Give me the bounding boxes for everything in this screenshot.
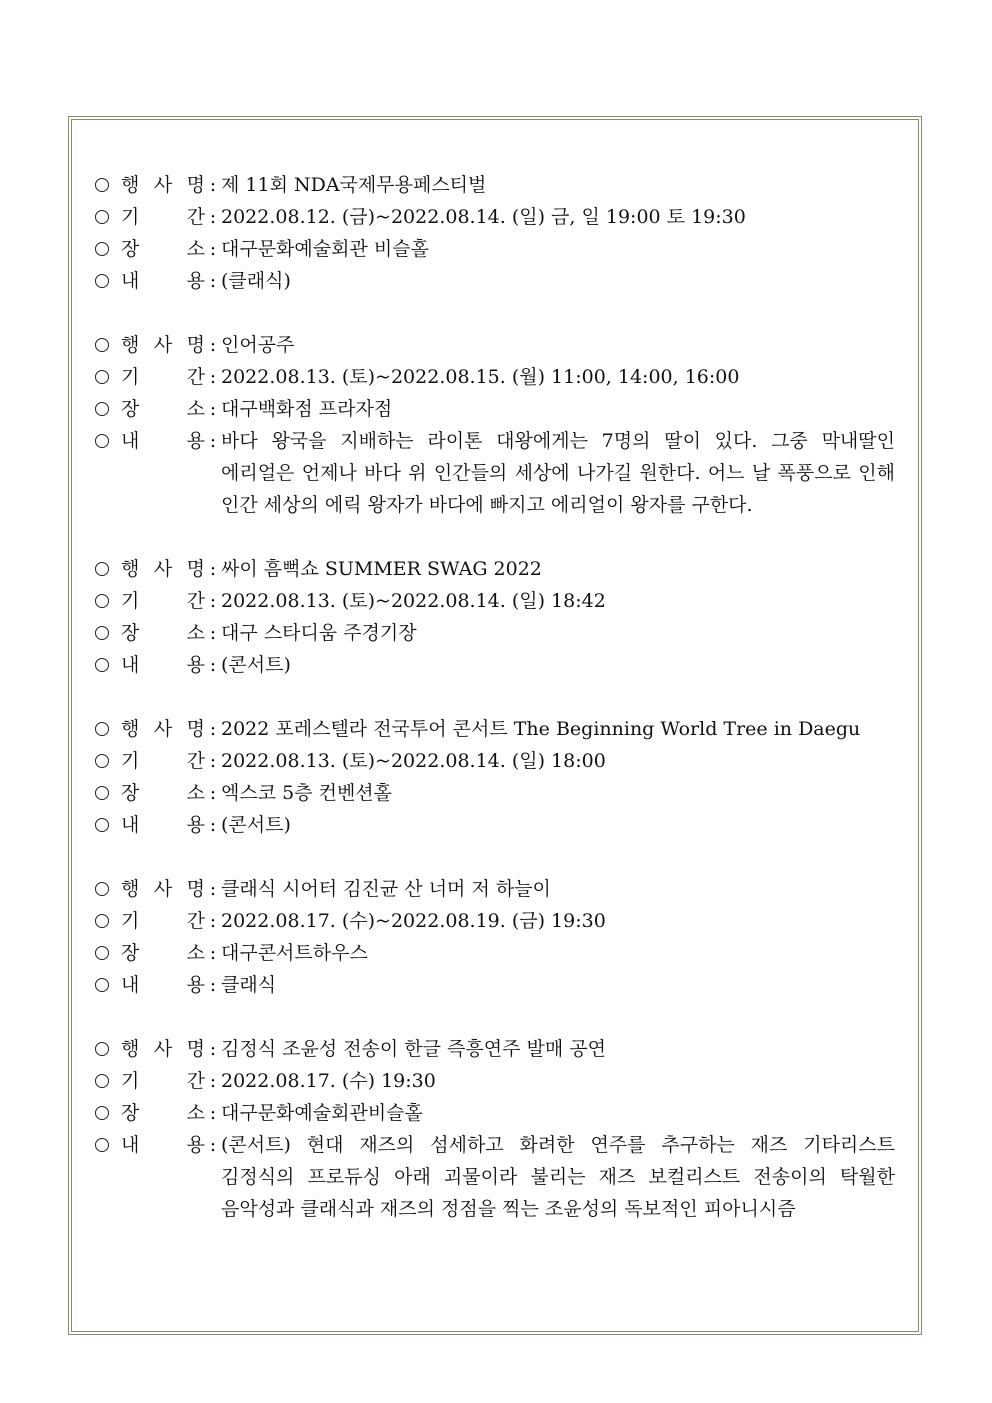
field-label: 내 용: [121, 1134, 205, 1156]
field-colon: :: [209, 238, 217, 260]
circle-bullet-icon: [95, 434, 109, 448]
circle-bullet-icon: [95, 594, 109, 608]
event-name: 인어공주: [221, 334, 295, 356]
circle-bullet-icon: [95, 626, 109, 640]
event-place-row: [95, 937, 895, 969]
field-colon: :: [209, 1070, 217, 1092]
circle-bullet-icon: [95, 1138, 109, 1152]
circle-bullet-icon: [95, 914, 109, 928]
field-label: 기 간: [121, 1070, 205, 1092]
page-frame: [68, 116, 922, 1335]
field-label: 기 간: [121, 910, 205, 932]
event-name: 클래식 시어터 김진균 산 너머 저 하늘이: [221, 878, 551, 900]
field-label: 행 사 명: [121, 1038, 205, 1060]
circle-bullet-icon: [95, 818, 109, 832]
field-colon: :: [209, 270, 217, 292]
field-label: 기 간: [121, 206, 205, 228]
event-content-row: [95, 425, 895, 521]
field-colon: :: [209, 334, 217, 356]
circle-bullet-icon: [95, 338, 109, 352]
field-label: 장 소: [121, 622, 205, 644]
event-content-row: [95, 265, 895, 297]
event-place-row: [95, 777, 895, 809]
field-colon: :: [209, 718, 217, 740]
field-label: 기 간: [121, 750, 205, 772]
event-period: 2022.08.13. (토)~2022.08.14. (일) 18:42: [221, 590, 606, 612]
field-colon: :: [209, 174, 217, 196]
circle-bullet-icon: [95, 242, 109, 256]
event-place-row: [95, 393, 895, 425]
event-name: 2022 포레스텔라 전국투어 콘서트 The Beginning World Tree in Daegu: [221, 718, 861, 740]
event-place-row: [95, 233, 895, 265]
field-colon: :: [209, 782, 217, 804]
event-entry: [95, 169, 895, 297]
circle-bullet-icon: [95, 882, 109, 896]
event-place-row: [95, 1097, 895, 1129]
event-name-row: [95, 713, 895, 745]
event-period-row: [95, 361, 895, 393]
circle-bullet-icon: [95, 210, 109, 224]
event-content-row: [95, 649, 895, 681]
event-place: 대구 스타디움 주경기장: [221, 622, 417, 644]
field-label: 장 소: [121, 1102, 205, 1124]
event-period-row: [95, 201, 895, 233]
event-place: 대구콘서트하우스: [221, 942, 368, 964]
event-name: 김정식 조윤성 전송이 한글 즉흥연주 발매 공연: [221, 1038, 606, 1060]
field-colon: :: [209, 814, 217, 836]
event-period-row: [95, 745, 895, 777]
field-label: 행 사 명: [121, 718, 205, 740]
field-label: 장 소: [121, 398, 205, 420]
circle-bullet-icon: [95, 562, 109, 576]
field-colon: :: [209, 558, 217, 580]
event-content: (클래식): [221, 270, 291, 292]
field-label: 내 용: [121, 974, 205, 996]
event-place: 엑스코 5층 컨벤션홀: [221, 782, 392, 804]
circle-bullet-icon: [95, 274, 109, 288]
field-colon: :: [209, 974, 217, 996]
field-colon: :: [209, 1102, 217, 1124]
field-label: 기 간: [121, 366, 205, 388]
field-label: 행 사 명: [121, 334, 205, 356]
field-colon: :: [209, 750, 217, 772]
circle-bullet-icon: [95, 658, 109, 672]
field-label: 행 사 명: [121, 558, 205, 580]
circle-bullet-icon: [95, 370, 109, 384]
circle-bullet-icon: [95, 402, 109, 416]
event-content: (콘서트): [221, 654, 291, 676]
field-label: 기 간: [121, 590, 205, 612]
circle-bullet-icon: [95, 722, 109, 736]
circle-bullet-icon: [95, 754, 109, 768]
event-period-row: [95, 585, 895, 617]
field-colon: :: [209, 654, 217, 676]
event-name: 제 11회 NDA국제무용페스티벌: [221, 174, 487, 196]
field-label: 장 소: [121, 238, 205, 260]
circle-bullet-icon: [95, 1042, 109, 1056]
field-colon: :: [209, 1134, 217, 1156]
event-name-row: [95, 329, 895, 361]
field-colon: :: [209, 590, 217, 612]
event-entry: [95, 713, 895, 841]
event-name-row: [95, 169, 895, 201]
field-colon: :: [209, 366, 217, 388]
event-place: 대구문화예술회관 비슬홀: [221, 238, 429, 260]
event-period: 2022.08.13. (토)~2022.08.15. (월) 11:00, 14:00, 16:00: [221, 366, 740, 388]
circle-bullet-icon: [95, 1106, 109, 1120]
event-content-row: [95, 809, 895, 841]
event-content-row: [95, 1129, 895, 1225]
circle-bullet-icon: [95, 946, 109, 960]
field-colon: :: [209, 1038, 217, 1060]
event-entry: [95, 329, 895, 521]
event-content: (콘서트) 현대 재즈의 섬세하고 화려한 연주를 추구하는 재즈 기타리스트 김정식의 프로듀싱 아래 괴물이라 불리는 재즈 보컬리스트 전송이의 탁월한 음악성과 클래식과 재즈의 정점을 찍는 조윤성의 독보적인 피아니시즘: [221, 1134, 895, 1220]
event-period: 2022.08.17. (수)~2022.08.19. (금) 19:30: [221, 910, 606, 932]
field-label: 장 소: [121, 782, 205, 804]
event-period-row: [95, 905, 895, 937]
event-period-row: [95, 1065, 895, 1097]
event-name-row: [95, 1033, 895, 1065]
field-label: 내 용: [121, 654, 205, 676]
event-place-row: [95, 617, 895, 649]
field-colon: :: [209, 878, 217, 900]
field-colon: :: [209, 430, 217, 452]
event-content: (콘서트): [221, 814, 291, 836]
field-label: 내 용: [121, 270, 205, 292]
event-period: 2022.08.13. (토)~2022.08.14. (일) 18:00: [221, 750, 606, 772]
event-period: 2022.08.17. (수) 19:30: [221, 1070, 436, 1092]
event-content-row: [95, 969, 895, 1001]
event-content: 클래식: [221, 974, 277, 996]
event-entry: [95, 1033, 895, 1225]
field-colon: :: [209, 910, 217, 932]
event-entry: [95, 553, 895, 681]
event-place: 대구백화점 프라자점: [221, 398, 393, 420]
event-place: 대구문화예술회관비슬홀: [221, 1102, 423, 1124]
circle-bullet-icon: [95, 1074, 109, 1088]
event-list: [95, 169, 895, 1257]
event-content: 바다 왕국을 지배하는 라이톤 대왕에게는 7명의 딸이 있다. 그중 막내딸인 에리얼은 언제나 바다 위 인간들의 세상에 나가길 원한다. 어느 날 폭풍으로 인해 인간 세상의 에릭 왕자가 바다에 빠지고 에리얼이 왕자를 구한다.: [221, 430, 895, 516]
event-name: 싸이 흠뻑쇼 SUMMER SWAG 2022: [221, 558, 542, 580]
field-label: 행 사 명: [121, 878, 205, 900]
field-label: 내 용: [121, 430, 205, 452]
field-label: 내 용: [121, 814, 205, 836]
circle-bullet-icon: [95, 786, 109, 800]
field-label: 장 소: [121, 942, 205, 964]
event-name-row: [95, 553, 895, 585]
event-entry: [95, 873, 895, 1001]
event-name-row: [95, 873, 895, 905]
field-label: 행 사 명: [121, 174, 205, 196]
circle-bullet-icon: [95, 178, 109, 192]
event-period: 2022.08.12. (금)~2022.08.14. (일) 금, 일 19:00 토 19:30: [221, 206, 746, 228]
field-colon: :: [209, 206, 217, 228]
field-colon: :: [209, 622, 217, 644]
circle-bullet-icon: [95, 978, 109, 992]
field-colon: :: [209, 942, 217, 964]
field-colon: :: [209, 398, 217, 420]
